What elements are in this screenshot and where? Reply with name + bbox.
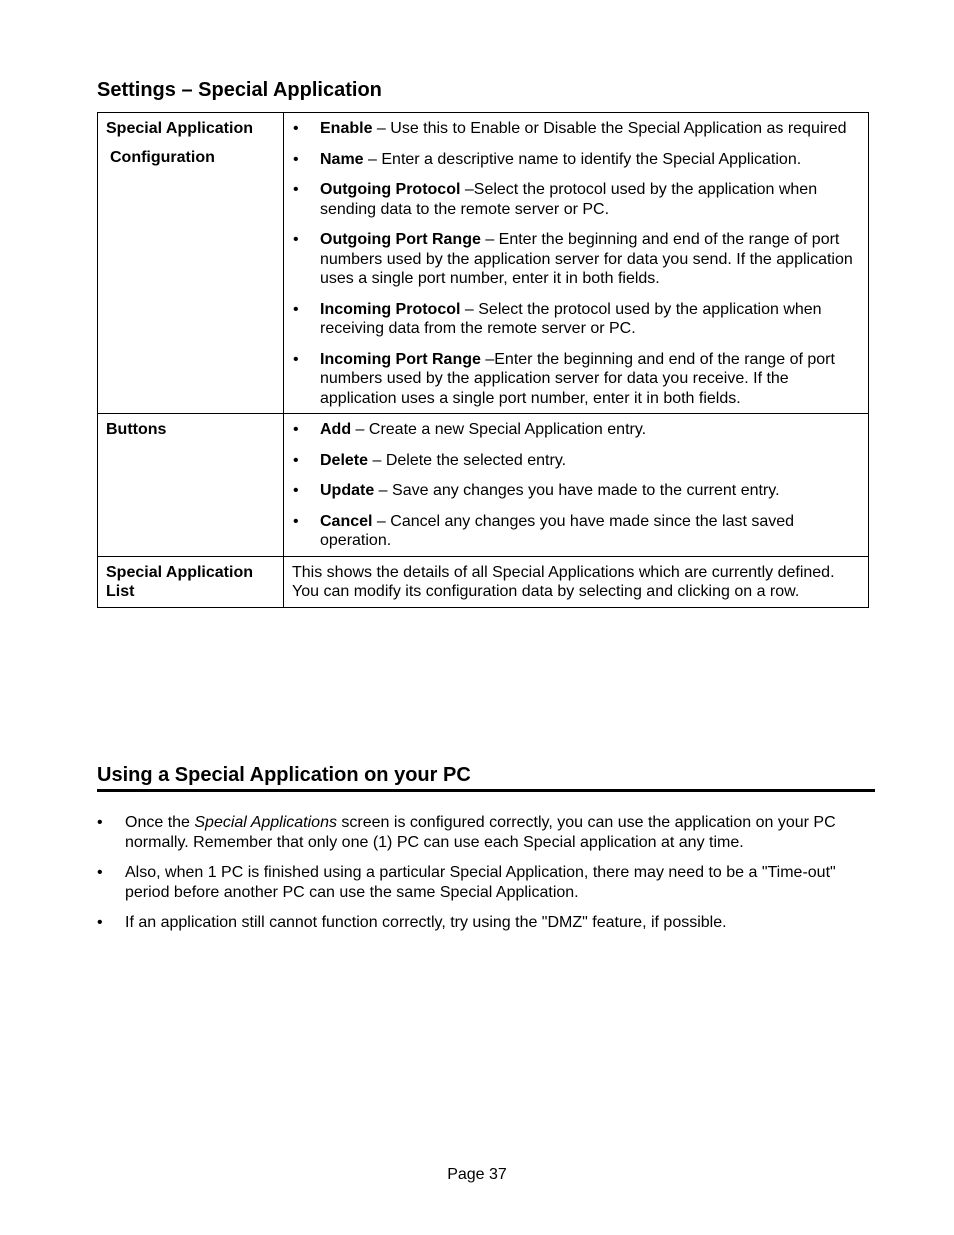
bullet: •: [293, 231, 299, 248]
list-item: [97, 913, 867, 933]
item-desc: – Enter the beginning and end of the range of port numbers used by the application server for data you send. If the application uses a single port number, enter it in both fields.: [320, 231, 853, 287]
list-item: [292, 451, 860, 471]
item-term: Incoming Port Range: [320, 350, 481, 368]
item-term: Name: [320, 150, 364, 168]
bullet: •: [293, 120, 299, 137]
table-row: [98, 113, 869, 414]
item-term: Outgoing Port Range: [320, 231, 481, 248]
list-item: [292, 180, 860, 219]
list-item: [292, 481, 860, 501]
list-item: [292, 512, 860, 551]
list-item: [292, 150, 860, 170]
row-content: [284, 113, 869, 414]
row-content: [284, 414, 869, 557]
item-term: Delete: [320, 451, 369, 469]
list-item: [292, 119, 860, 139]
item-desc: – Enter a descriptive name to identify the Special Application.: [363, 150, 802, 168]
row-label-line1: Special Application List: [106, 563, 253, 600]
row-label-line2: Configuration: [110, 148, 215, 166]
table-row: [98, 556, 869, 607]
row-label-line1: Buttons: [106, 421, 167, 438]
bullet1-pre: Once the: [125, 814, 195, 831]
bullet: •: [293, 300, 299, 318]
list-item: [292, 300, 860, 339]
row-label: [98, 556, 284, 607]
item-term: Cancel: [320, 512, 373, 530]
row-label: [98, 414, 284, 557]
item-term: Add: [320, 421, 352, 438]
item-desc: – Cancel any changes you have made since the last saved operation.: [320, 512, 795, 549]
bullet1-post: screen is configured correctly, you can use the application on your PC normally. Remember that only one (1) PC can use each Special application at any time.: [125, 814, 836, 851]
bullet: •: [293, 150, 299, 168]
bullet1-emphasis: Special Applications: [194, 814, 337, 831]
bullet2-text: Also, when 1 PC is finished using a particular Special Application, there may need to be a "Time-out" period before another PC can use the same Special Application.: [125, 864, 836, 901]
item-desc: – Save any changes you have made to the current entry.: [374, 482, 780, 499]
bullet: •: [293, 181, 299, 198]
bullet: •: [293, 512, 299, 530]
bullet: •: [293, 451, 299, 469]
item-term: Enable: [320, 120, 373, 137]
row-label-line1: Special Application: [106, 120, 253, 137]
section-title: Settings – Special Application: [97, 79, 382, 101]
bullet: •: [293, 482, 299, 499]
item-desc: –Enter the beginning and end of the range of port numbers used by the application server for data you receive. If the application uses a single port number, enter it in both fields.: [320, 350, 835, 407]
bullet3-text: If an application still cannot function correctly, try using the "DMZ" feature, if possible.: [125, 914, 727, 931]
item-term: Outgoing Protocol: [320, 181, 461, 198]
list-item: [97, 813, 867, 853]
row-content: This shows the details of all Special Applications which are currently defined. You can modify its configuration data by selecting and clicking on a row.: [284, 556, 869, 607]
bullet: •: [293, 421, 299, 438]
list-item: [292, 350, 860, 409]
item-desc: – Use this to Enable or Disable the Special Application as required: [372, 120, 847, 137]
list-item: [97, 863, 867, 903]
item-term: Update: [320, 482, 375, 499]
page-number: Page 37: [447, 1166, 507, 1183]
bullet: •: [97, 864, 103, 881]
usage-title: Using a Special Application on your PC: [97, 764, 875, 792]
item-desc: – Select the protocol used by the application when receiving data from the remote server or PC.: [320, 300, 822, 337]
bullet: •: [293, 350, 299, 368]
list-item: [292, 230, 860, 289]
bullet: •: [97, 914, 103, 931]
item-desc: – Delete the selected entry.: [368, 451, 567, 469]
item-term: Incoming Protocol: [320, 300, 461, 318]
item-desc: – Create a new Special Application entry.: [351, 421, 647, 438]
usage-list: [97, 813, 867, 943]
list-item: [292, 420, 860, 440]
bullet: •: [97, 814, 103, 831]
item-desc: –Select the protocol used by the application when sending data to the remote server or PC.: [320, 181, 818, 218]
table-row: [98, 414, 869, 557]
row-label: [98, 113, 284, 414]
settings-table: [97, 112, 869, 608]
